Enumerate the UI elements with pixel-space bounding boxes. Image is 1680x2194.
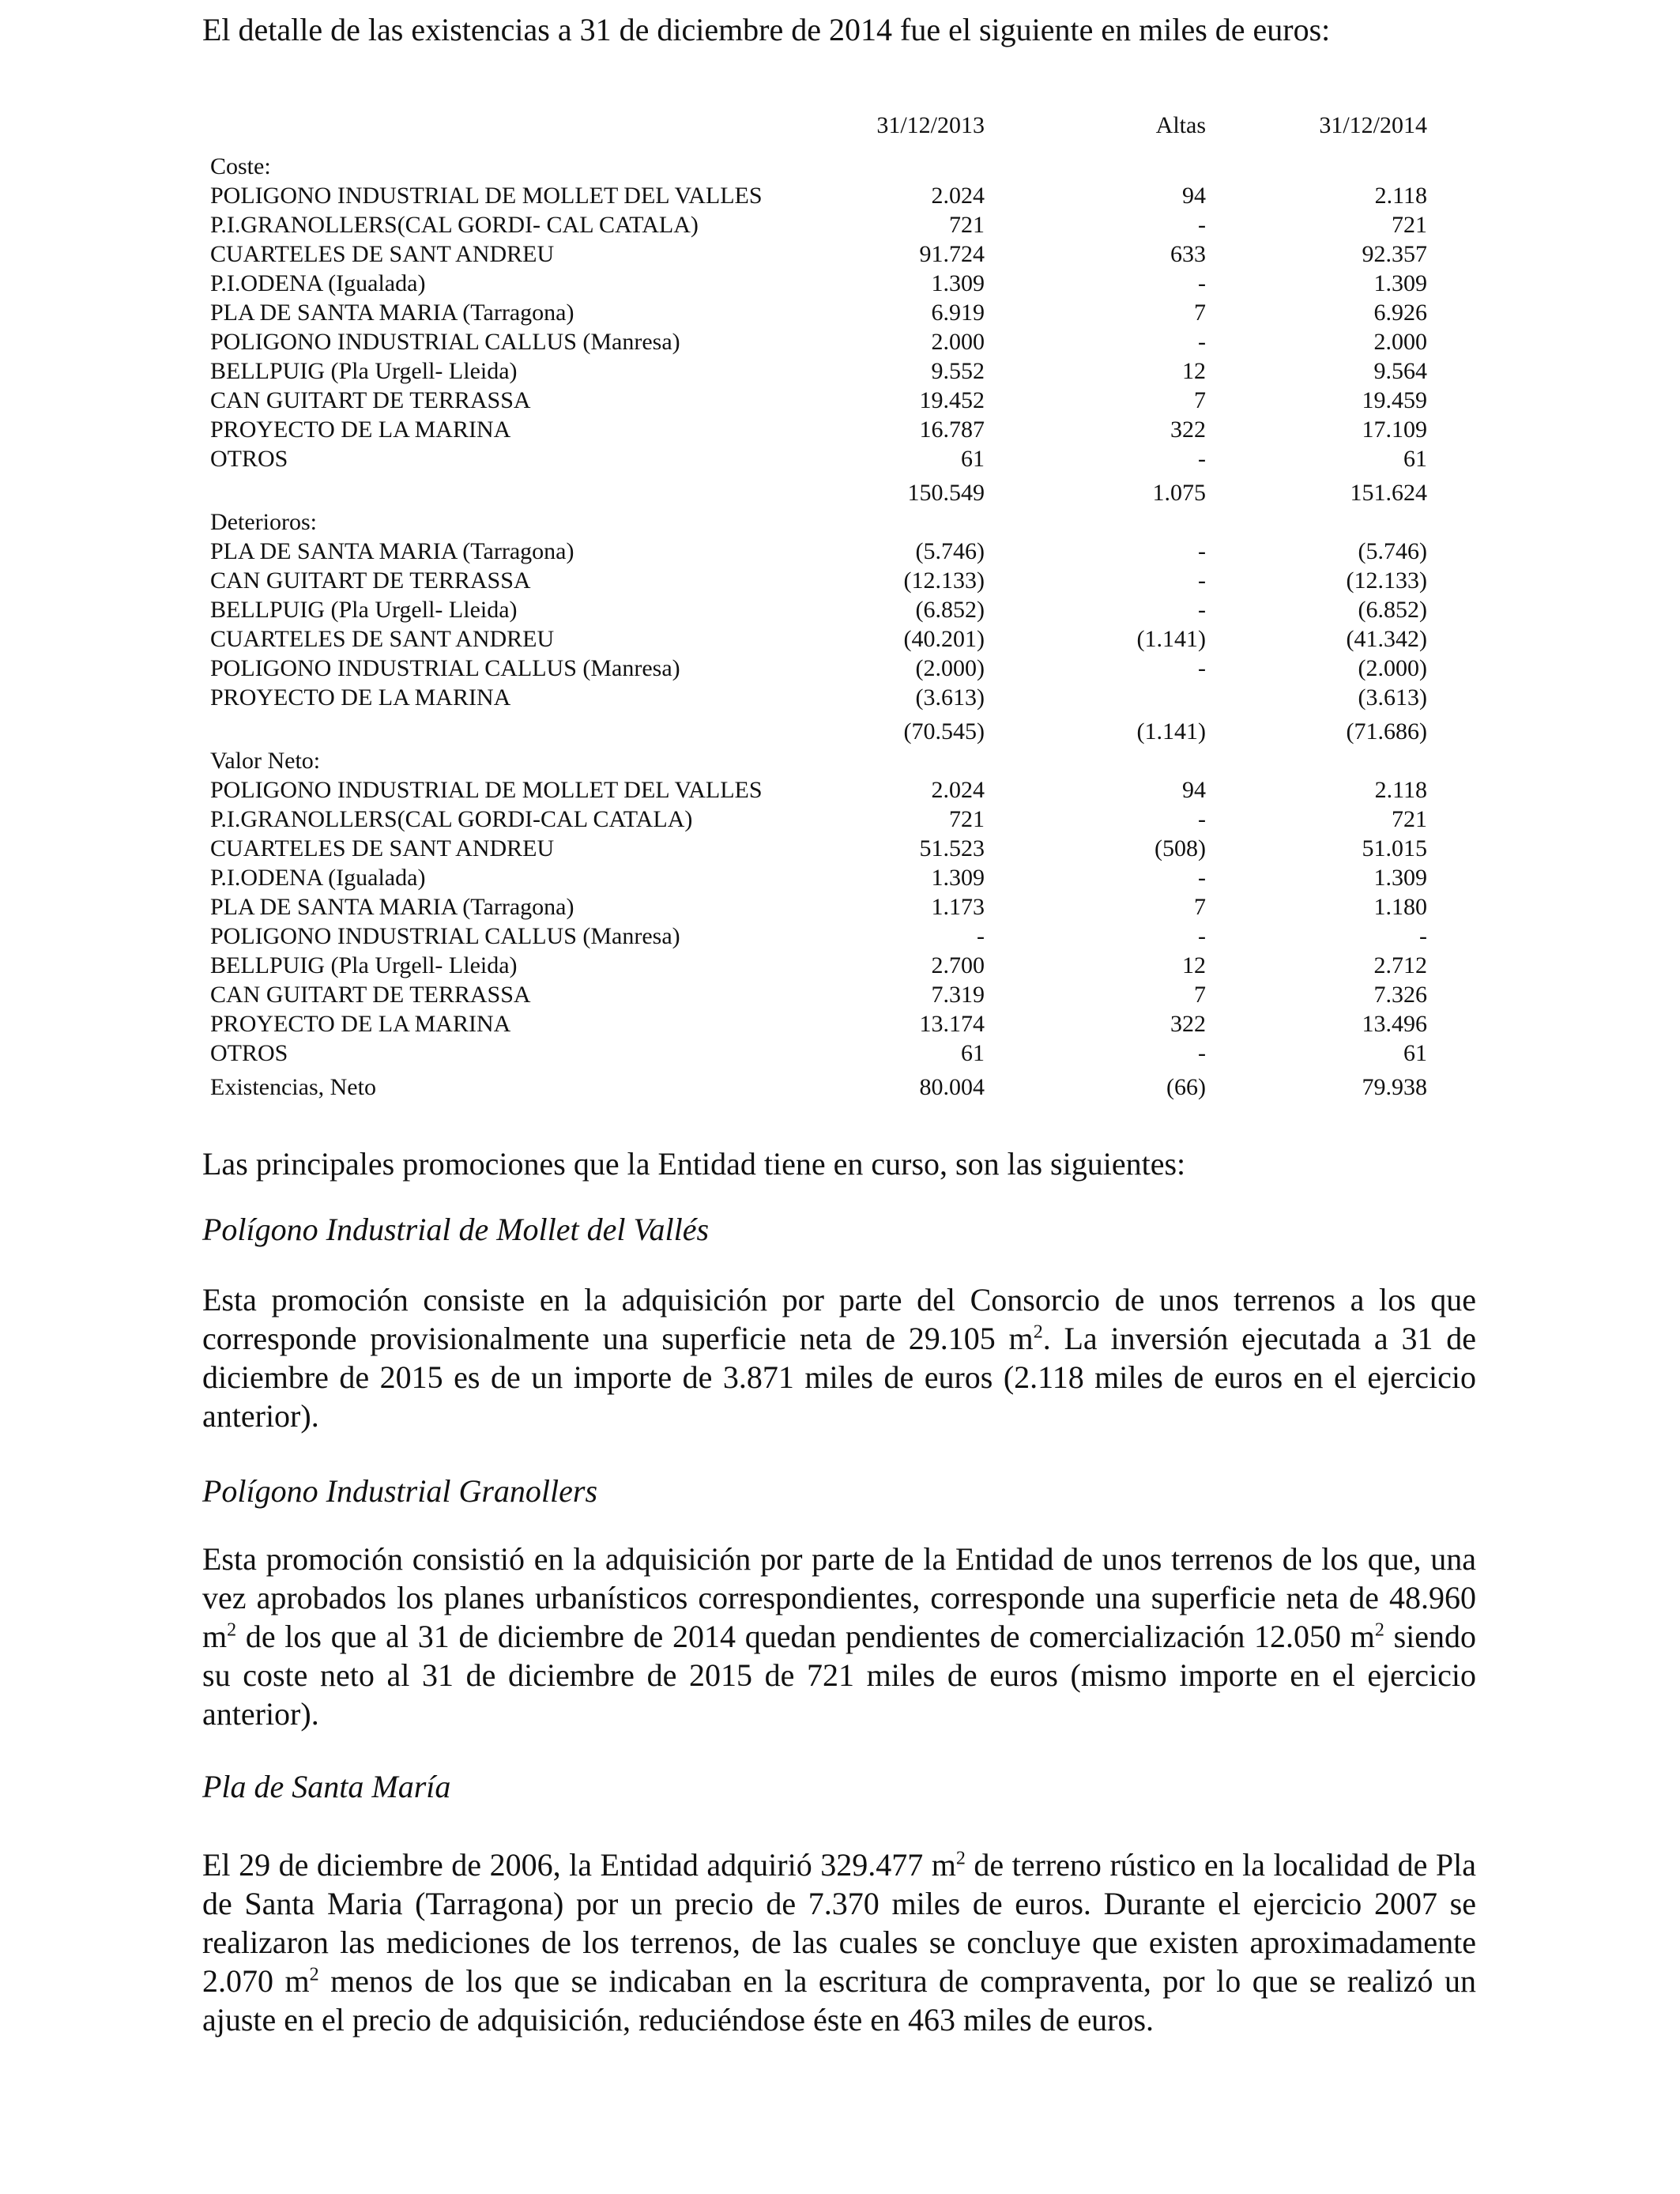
table-row	[210, 356, 1427, 386]
row-value: 91.724	[919, 241, 985, 267]
row-label: PROYECTO DE LA MARINA	[210, 417, 511, 443]
row-value: (5.746)	[915, 538, 985, 564]
subtotal-row	[210, 1068, 1427, 1102]
subtotal-value: (66)	[1166, 1074, 1206, 1100]
table-row	[210, 595, 1427, 624]
row-value: 1.173	[931, 894, 985, 920]
row-value: 721	[1392, 212, 1427, 238]
table-row	[210, 386, 1427, 415]
table-row	[210, 298, 1427, 327]
row-value: 2.024	[931, 777, 985, 803]
row-value: 2.000	[931, 329, 985, 355]
row-label: OTROS	[210, 1040, 288, 1066]
subtotal-row	[210, 473, 1427, 507]
row-value: (12.133)	[903, 567, 985, 594]
row-value: -	[1198, 446, 1206, 472]
subtotal-label: Existencias, Neto	[210, 1074, 376, 1100]
paragraph-pla-santa-maria: El 29 de diciembre de 2006, la Entidad adquirió 329.477 $m^2$ de terreno rústico en la localidad de Pla de Santa Maria (Tarragona) por un precio de 7.370 miles de euros. Durante el ejercicio 2007 se realizaron las mediciones de los terrenos, de las cuales se concluye que existen aproximadamente 2.070 $m^2$ menos de los que se indicaban en la escritura de compraventa, por lo que se realizó un ajuste en el precio de adquisición, reduciéndose éste en 463 miles de euros.	[202, 1847, 1477, 2038]
row-value: 2.024	[931, 183, 985, 209]
table-row	[210, 892, 1427, 922]
row-value: 12	[1182, 952, 1206, 978]
row-value: 1.309	[931, 865, 985, 891]
table-body	[210, 152, 1427, 1102]
row-value: -	[1198, 212, 1206, 238]
section-title-row	[210, 746, 1427, 775]
table-row	[210, 269, 1427, 298]
table-row	[210, 239, 1427, 269]
row-value: -	[1198, 655, 1206, 681]
row-value: 61	[961, 446, 985, 472]
row-label: PLA DE SANTA MARIA (Tarragona)	[210, 300, 574, 326]
row-label: P.I.GRANOLLERS(CAL GORDI- CAL CATALA)	[210, 212, 699, 238]
row-value: 1.309	[1373, 865, 1427, 891]
table-row	[210, 922, 1427, 951]
subtotal-row	[210, 712, 1427, 746]
subtotal-value: 80.004	[919, 1074, 985, 1100]
row-value: 2.000	[1373, 329, 1427, 355]
row-label: CUARTELES DE SANT ANDREU	[210, 626, 555, 652]
row-label: CAN GUITART DE TERRASSA	[210, 567, 531, 594]
row-label: POLIGONO INDUSTRIAL DE MOLLET DEL VALLES	[210, 777, 763, 803]
subtotal-label	[210, 712, 866, 746]
row-label: CUARTELES DE SANT ANDREU	[210, 241, 555, 267]
subtotal-value: (70.545)	[903, 718, 985, 745]
row-value: (3.613)	[915, 684, 985, 711]
table-row	[210, 327, 1427, 356]
table-row	[210, 537, 1427, 566]
table-row	[210, 624, 1427, 654]
row-value: -	[1198, 865, 1206, 891]
row-value: (6.852)	[1358, 597, 1427, 623]
row-value	[985, 683, 1206, 712]
table-row	[210, 181, 1427, 210]
row-value: (2.000)	[915, 655, 985, 681]
paragraph-mollet: Esta promoción consiste en la adquisición por parte del Consorcio de unos terrenos a los que corresponde provisionalmente una superficie neta de 29.105 $m^2$. La inversión ejecutada a 31 de diciembre de 2015 es de un importe de 3.871 miles de euros (2.118 miles de euros en el ejercicio anterior).	[202, 1282, 1477, 1434]
table-row	[210, 863, 1427, 892]
row-value: 51.523	[919, 835, 985, 861]
subtotal-value: 151.624	[1350, 480, 1427, 506]
row-value: 6.919	[931, 300, 985, 326]
row-value: 2.118	[1374, 183, 1427, 209]
header-2014: 31/12/2014	[1319, 112, 1427, 138]
row-value: 61	[961, 1040, 985, 1066]
row-value: 1.180	[1373, 894, 1427, 920]
row-value: 7	[1194, 387, 1206, 413]
row-value: 322	[1170, 417, 1206, 443]
heading-pla-santa-maria: Pla de Santa María	[202, 1769, 451, 1804]
row-label: OTROS	[210, 446, 288, 472]
row-value: 6.926	[1373, 300, 1427, 326]
row-label: POLIGONO INDUSTRIAL CALLUS (Manresa)	[210, 329, 680, 355]
row-value: 16.787	[919, 417, 985, 443]
subtotal-label	[210, 473, 866, 507]
row-value: 12	[1182, 358, 1206, 384]
row-value: 94	[1182, 777, 1206, 803]
row-value: -	[1198, 923, 1206, 949]
row-value: -	[1198, 1040, 1206, 1066]
row-value: 7	[1194, 300, 1206, 326]
row-label: CAN GUITART DE TERRASSA	[210, 982, 531, 1008]
row-value: 1.309	[1373, 270, 1427, 296]
row-value: (1.141)	[1136, 626, 1206, 652]
row-value: -	[1198, 270, 1206, 296]
row-value: 721	[1392, 806, 1427, 832]
table-row	[210, 683, 1427, 712]
heading-granollers: Polígono Industrial Granollers	[202, 1473, 598, 1509]
row-value: -	[1198, 538, 1206, 564]
table-row	[210, 980, 1427, 1009]
row-label: P.I.GRANOLLERS(CAL GORDI-CAL CATALA)	[210, 806, 693, 832]
section-title-row	[210, 152, 1427, 181]
table-header-row	[210, 111, 1427, 152]
row-value: (508)	[1155, 835, 1206, 861]
row-value: 322	[1170, 1011, 1206, 1037]
row-value: -	[1198, 567, 1206, 594]
section-title: Valor Neto:	[210, 748, 321, 774]
subtotal-value: 1.075	[1152, 480, 1206, 506]
table-row	[210, 566, 1427, 595]
header-altas: Altas	[1155, 112, 1206, 138]
row-label: PROYECTO DE LA MARINA	[210, 1011, 511, 1037]
table-row	[210, 775, 1427, 805]
table-row	[210, 1009, 1427, 1039]
table-row	[210, 805, 1427, 834]
row-label: BELLPUIG (Pla Urgell- Lleida)	[210, 358, 518, 384]
row-value: (2.000)	[1358, 655, 1427, 681]
row-value: (6.852)	[915, 597, 985, 623]
row-value: 92.357	[1362, 241, 1427, 267]
section-title-row	[210, 507, 1427, 537]
table-row	[210, 654, 1427, 683]
header-label-spacer	[210, 111, 866, 152]
row-value: 2.118	[1374, 777, 1427, 803]
row-value: 2.712	[1373, 952, 1427, 978]
row-value: (41.342)	[1346, 626, 1427, 652]
section-title: Deterioros:	[210, 509, 317, 535]
row-label: P.I.ODENA (Igualada)	[210, 865, 426, 891]
section-title: Coste:	[210, 153, 271, 179]
row-value: 7	[1194, 982, 1206, 1008]
row-label: POLIGONO INDUSTRIAL DE MOLLET DEL VALLES	[210, 183, 763, 209]
inventory-table	[210, 111, 1427, 1102]
table-row	[210, 1039, 1427, 1068]
table-row	[210, 834, 1427, 863]
row-value: (12.133)	[1346, 567, 1427, 594]
header-2013: 31/12/2013	[876, 112, 985, 138]
row-label: CAN GUITART DE TERRASSA	[210, 387, 531, 413]
row-value: (40.201)	[903, 626, 985, 652]
table-row	[210, 210, 1427, 239]
row-value: 61	[1403, 446, 1427, 472]
row-value: 9.552	[931, 358, 985, 384]
row-label: BELLPUIG (Pla Urgell- Lleida)	[210, 597, 518, 623]
row-value: -	[1198, 597, 1206, 623]
row-value: 9.564	[1373, 358, 1427, 384]
paragraph-granollers: Esta promoción consistió en la adquisición por parte de la Entidad de unos terrenos de los que, una vez aprobados los planes urbanísticos correspondientes, corresponde una superficie neta de 48.960 $m^2$ de los que al 31 de diciembre de 2014 quedan pendientes de comercialización 12.050 $m^2$ siendo su coste neto al 31 de diciembre de 2015 de 721 miles de euros (mismo importe en el ejercicio anterior).	[202, 1541, 1477, 1732]
row-label: POLIGONO INDUSTRIAL CALLUS (Manresa)	[210, 923, 680, 949]
row-value: 13.174	[919, 1011, 985, 1037]
subtotal-value: (71.686)	[1346, 718, 1427, 745]
row-value: 7.326	[1373, 982, 1427, 1008]
subtotal-value: (1.141)	[1136, 718, 1206, 745]
subtotal-value: 150.549	[907, 480, 985, 506]
table-row	[210, 415, 1427, 444]
row-value: 51.015	[1362, 835, 1427, 861]
table-row	[210, 444, 1427, 473]
row-value: 721	[949, 806, 985, 832]
row-label: PROYECTO DE LA MARINA	[210, 684, 511, 711]
row-value: 13.496	[1362, 1011, 1427, 1037]
row-label: POLIGONO INDUSTRIAL CALLUS (Manresa)	[210, 655, 680, 681]
row-value: 7.319	[931, 982, 985, 1008]
row-value: 94	[1182, 183, 1206, 209]
row-value: 61	[1403, 1040, 1427, 1066]
row-value: (5.746)	[1358, 538, 1427, 564]
row-value: -	[1198, 806, 1206, 832]
intro-text: El detalle de las existencias a 31 de diciembre de 2014 fue el siguiente en miles de euros:	[202, 12, 1331, 47]
summary-text: Las principales promociones que la Entidad tiene en curso, son las siguientes:	[202, 1146, 1186, 1182]
row-value: -	[1419, 923, 1427, 949]
row-value: 19.459	[1362, 387, 1427, 413]
row-label: PLA DE SANTA MARIA (Tarragona)	[210, 538, 574, 564]
row-value: 721	[949, 212, 985, 238]
row-value: 2.700	[931, 952, 985, 978]
row-value: 633	[1170, 241, 1206, 267]
row-label: CUARTELES DE SANT ANDREU	[210, 835, 555, 861]
row-value: 17.109	[1362, 417, 1427, 443]
row-label: BELLPUIG (Pla Urgell- Lleida)	[210, 952, 518, 978]
row-value: 1.309	[931, 270, 985, 296]
row-label: PLA DE SANTA MARIA (Tarragona)	[210, 894, 574, 920]
row-value: -	[977, 923, 985, 949]
row-value: 7	[1194, 894, 1206, 920]
row-value: -	[1198, 329, 1206, 355]
subtotal-value: 79.938	[1362, 1074, 1427, 1100]
table-row	[210, 951, 1427, 980]
row-value: (3.613)	[1358, 684, 1427, 711]
row-label: P.I.ODENA (Igualada)	[210, 270, 426, 296]
row-value: 19.452	[919, 387, 985, 413]
heading-mollet: Polígono Industrial de Mollet del Vallés	[202, 1212, 710, 1247]
